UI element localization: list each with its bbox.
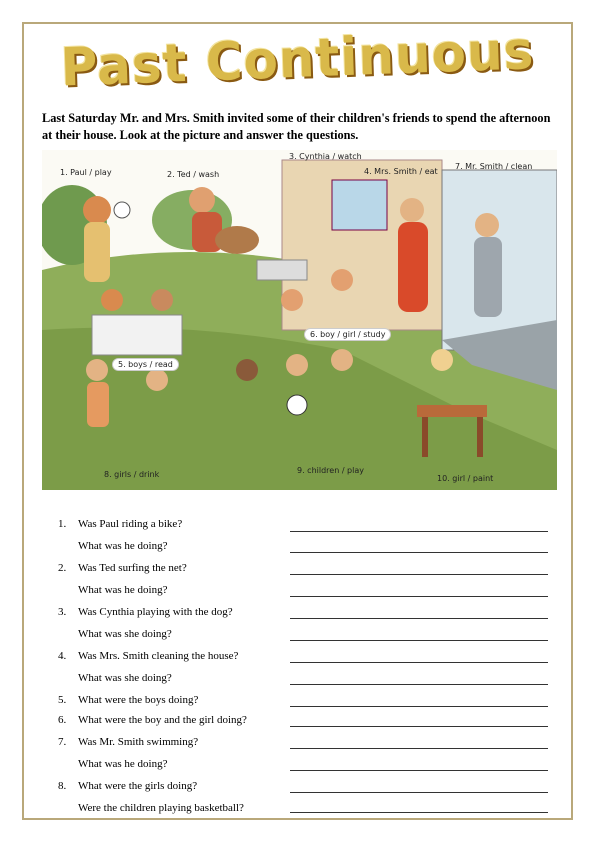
label-girls: 8. girls / drink [104,470,160,479]
volleyball [114,202,130,218]
ted-figure [189,187,215,213]
mrs-smith-figure [400,198,424,222]
boys-figures [101,289,123,311]
mr-smith-figure [475,213,499,237]
paul-figure [83,196,111,224]
answer-line[interactable] [290,531,548,532]
answer-line[interactable] [290,748,548,749]
children-figures [236,359,258,381]
scene-drawing [42,150,557,490]
label-mr-smith: 7. Mr. Smith / clean [455,162,533,171]
intro-paragraph: Last Saturday Mr. and Mrs. Smith invited some of their children's friends to spend the afternoon at their house. Look at the picture and answer the questions. [42,111,551,142]
study-figures [331,269,353,291]
answer-line[interactable] [290,792,548,793]
paint-table [417,405,487,417]
label-cynthia: 3. Cynthia / watch [289,152,362,161]
label-girl-paint: 10. girl / paint [437,474,494,483]
worksheet-title: Past Continuous [59,19,536,99]
answer-line[interactable] [290,662,548,663]
answer-line[interactable] [290,812,548,813]
answer-line[interactable] [290,596,548,597]
label-ted: 2. Ted / wash [167,170,220,179]
answer-line[interactable] [290,684,548,685]
answer-line[interactable] [290,574,548,575]
label-paul: 1. Paul / play [60,168,112,177]
label-boy-girl: 6. boy / girl / study [304,328,391,341]
answer-line[interactable] [290,618,548,619]
answer-line[interactable] [290,640,548,641]
label-children: 9. children / play [297,466,364,475]
questions-section: 1. Was Paul riding a bike? What was he doing? 2. Was Ted surfing the net? What was he doing? 3. Was Cynthia playing with the dog? What was she doing? 4. Was Mrs. Smith cleaning the house? What was she doing? 5. What were the boys doing? 6. What were the boy and the girl doing? 7. Was Mr. Smith swimming? What was he doing? 8. What were the girls doing? Were the children playing basketball? [0,0,595,842]
answer-line[interactable] [290,552,548,553]
answer-line[interactable] [290,726,548,727]
illustration-scene [42,150,557,490]
house-window [332,180,387,230]
soccer-ball [287,395,307,415]
label-boys: 5. boys / read [112,358,179,371]
answer-line[interactable] [290,770,548,771]
dog-figure [215,226,259,254]
painting-girl [431,349,453,371]
answer-line[interactable] [290,706,548,707]
boys-newspaper [92,315,182,355]
bench [257,260,307,280]
label-mrs-smith: 4. Mrs. Smith / eat [364,167,438,176]
girls-figures [86,359,108,381]
